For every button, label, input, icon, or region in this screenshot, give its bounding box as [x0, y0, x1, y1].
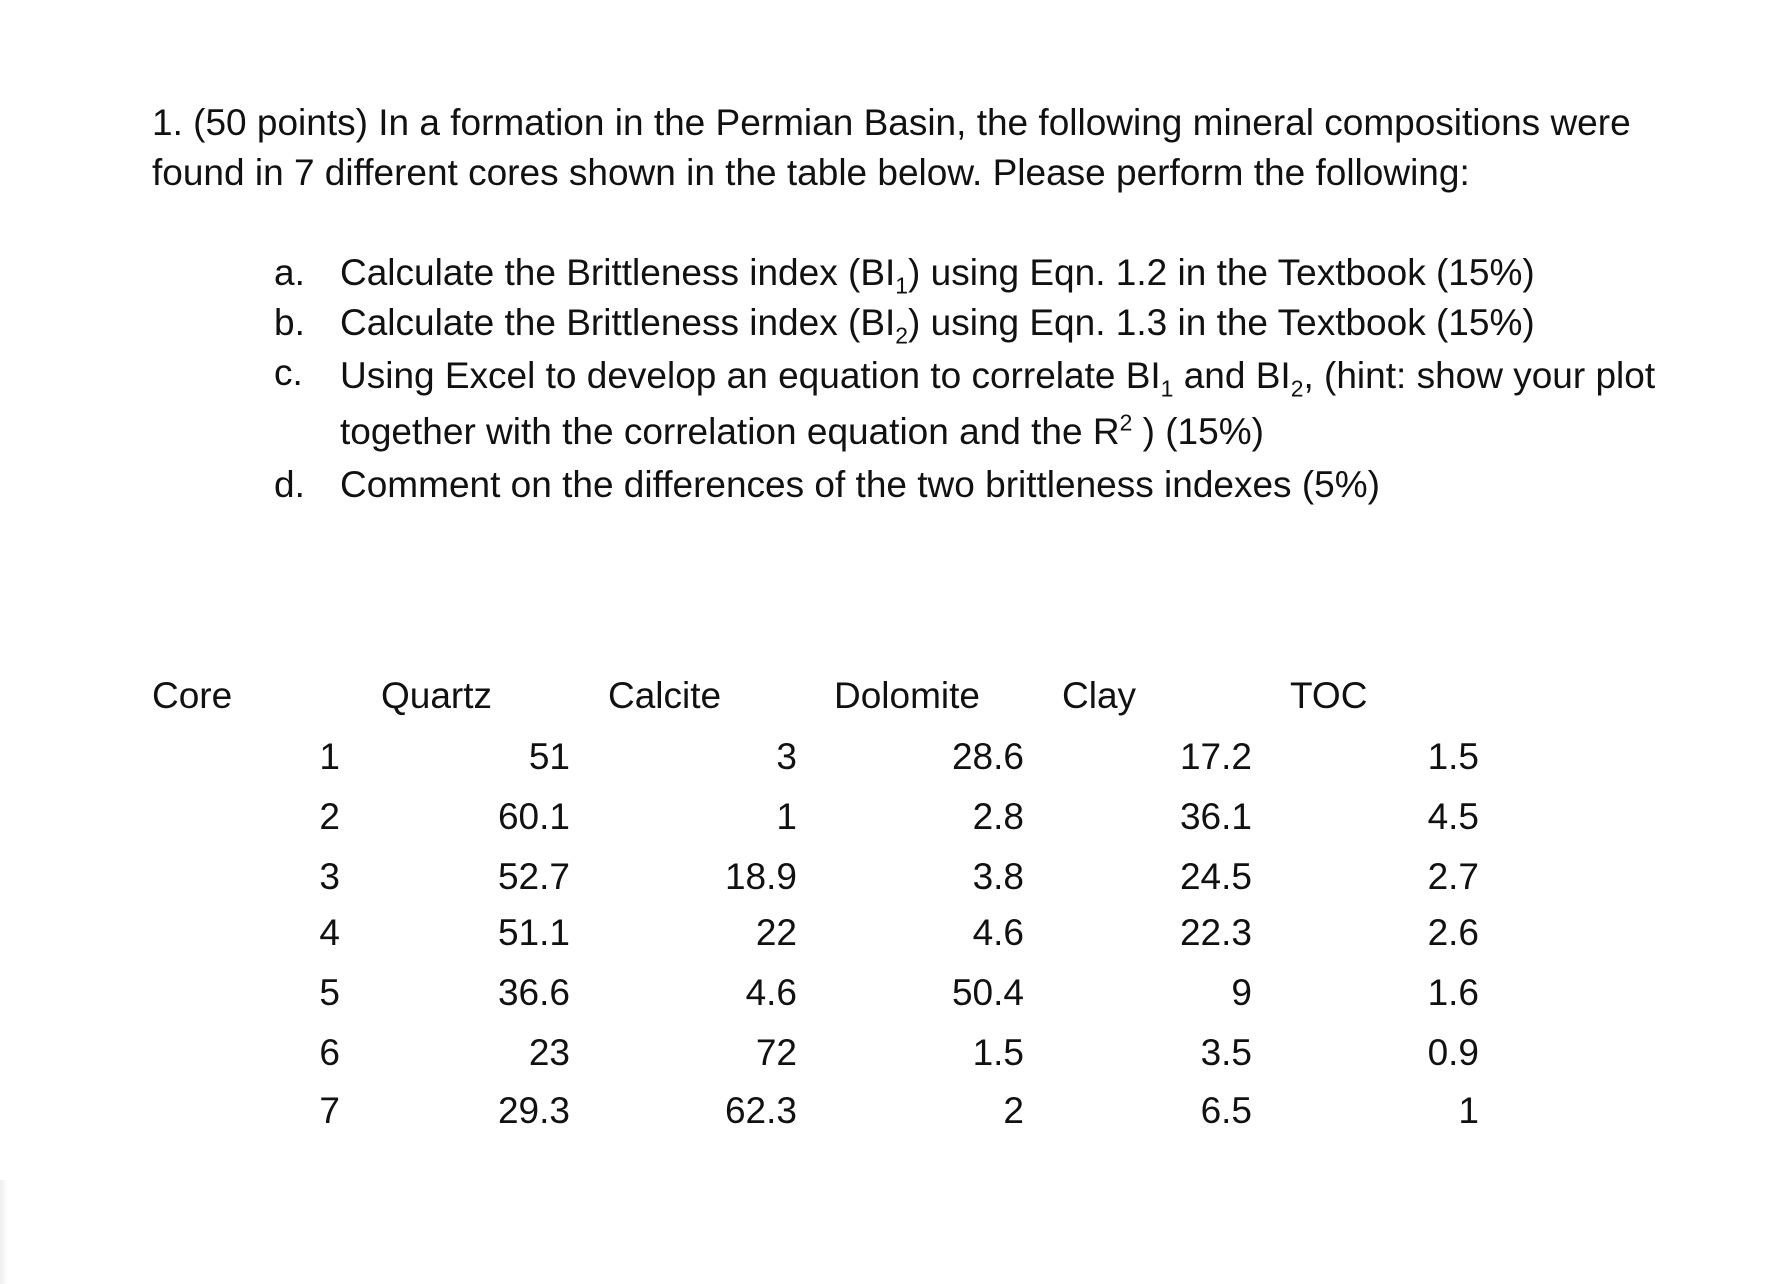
cell-core: 4	[319, 912, 340, 953]
header-clay: Clay	[1062, 675, 1137, 716]
part-c-text-3: , (hint: show your plot	[1303, 355, 1656, 396]
part-a-text-pre: Calculate the Brittleness index (BI	[340, 252, 896, 293]
cell-toc: 1.5	[1427, 736, 1479, 777]
cell-quartz: 36.6	[497, 972, 570, 1013]
cell-dolomite: 2	[1003, 1090, 1024, 1131]
part-a-letter: a.	[274, 252, 305, 293]
cell-core: 6	[319, 1032, 340, 1073]
cell-toc: 1	[1458, 1090, 1479, 1131]
cell-core: 7	[319, 1090, 340, 1131]
header-calcite: Calcite	[608, 675, 722, 716]
cell-calcite: 18.9	[724, 856, 797, 897]
cell-dolomite: 28.6	[951, 736, 1024, 777]
cell-quartz: 51	[528, 736, 570, 777]
part-b-text-post: ) using Eqn. 1.3 in the Textbook (15%)	[908, 302, 1535, 343]
header-core: Core	[152, 675, 233, 716]
header-dolomite: Dolomite	[834, 675, 980, 716]
header-toc: TOC	[1290, 675, 1368, 716]
part-d-text: Comment on the differences of the two brittleness indexes (5%)	[340, 464, 1380, 505]
cell-dolomite: 4.6	[972, 912, 1024, 953]
header-quartz: Quartz	[381, 675, 493, 716]
cell-core: 1	[319, 736, 340, 777]
cell-calcite: 1	[776, 796, 797, 837]
part-c-letter: c.	[274, 352, 303, 393]
page-edge-shadow	[0, 1180, 8, 1284]
cell-clay: 17.2	[1179, 736, 1252, 777]
part-c-subscript-2: 2	[1290, 375, 1304, 402]
cell-core: 5	[319, 972, 340, 1013]
part-a-subscript: 1	[895, 272, 909, 299]
part-c-text-4: together with the correlation equation and the R	[340, 411, 1120, 452]
cell-quartz: 23	[528, 1032, 570, 1073]
cell-dolomite: 50.4	[951, 972, 1024, 1013]
cell-core: 3	[319, 856, 340, 897]
cell-toc: 0.9	[1427, 1032, 1479, 1073]
part-a-text-post: ) using Eqn. 1.2 in the Textbook (15%)	[908, 252, 1535, 293]
part-d-letter: d.	[274, 464, 305, 505]
part-b-subscript: 2	[895, 322, 909, 349]
cell-clay: 6.5	[1200, 1090, 1252, 1131]
cell-toc: 4.5	[1427, 796, 1479, 837]
cell-toc: 1.6	[1427, 972, 1479, 1013]
cell-dolomite: 3.8	[972, 856, 1024, 897]
cell-clay: 24.5	[1179, 856, 1252, 897]
cell-clay: 3.5	[1200, 1032, 1252, 1073]
part-c-superscript: 2	[1119, 409, 1133, 436]
cell-quartz: 60.1	[497, 796, 570, 837]
cell-toc: 2.7	[1427, 856, 1479, 897]
cell-dolomite: 2.8	[972, 796, 1024, 837]
cell-dolomite: 1.5	[972, 1032, 1024, 1073]
part-c-subscript-1: 1	[1160, 375, 1174, 402]
part-c-text-2: and BI	[1173, 355, 1291, 396]
part-b-text-pre: Calculate the Brittleness index (BI	[340, 302, 896, 343]
cell-calcite: 62.3	[724, 1090, 797, 1131]
question-line-1: 1. (50 points) In a formation in the Permian Basin, the following mineral compositions were	[152, 102, 1631, 143]
cell-quartz: 51.1	[497, 912, 570, 953]
cell-clay: 36.1	[1179, 796, 1252, 837]
part-c-text-5: ) (15%)	[1132, 411, 1264, 452]
cell-calcite: 3	[776, 736, 797, 777]
question-line-2: found in 7 different cores shown in the table below. Please perform the following:	[152, 152, 1470, 193]
cell-clay: 9	[1231, 972, 1252, 1013]
cell-core: 2	[319, 796, 340, 837]
cell-quartz: 29.3	[497, 1090, 570, 1131]
cell-calcite: 22	[755, 912, 797, 953]
part-c-text-1: Using Excel to develop an equation to correlate BI	[340, 355, 1161, 396]
cell-toc: 2.6	[1427, 912, 1479, 953]
cell-quartz: 52.7	[497, 856, 570, 897]
cell-clay: 22.3	[1179, 912, 1252, 953]
cell-calcite: 4.6	[745, 972, 797, 1013]
part-b-letter: b.	[274, 302, 305, 343]
cell-calcite: 72	[755, 1032, 797, 1073]
